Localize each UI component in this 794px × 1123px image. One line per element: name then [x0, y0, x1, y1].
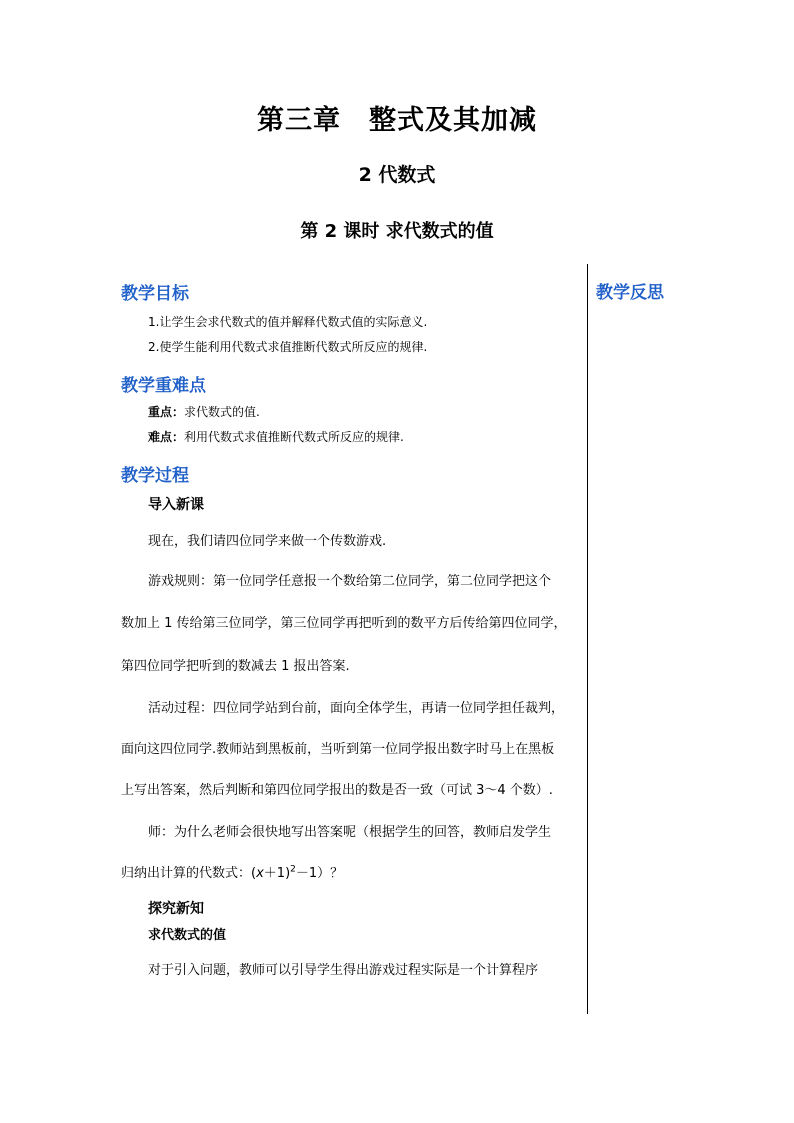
- key-label: 重点：: [148, 405, 185, 419]
- column-divider: [587, 264, 588, 1014]
- reflection-heading: 教学反思: [596, 283, 664, 303]
- paragraph: 师：为什么老师会很快地写出答案呢（根据学生的回答，教师启发学生: [148, 825, 552, 840]
- paragraph: 游戏规则：第一位同学任意报一个数给第二位同学，第二位同学把这个: [148, 574, 552, 589]
- explore-title: 探究新知: [148, 901, 204, 917]
- formula-paragraph: [121, 862, 343, 881]
- formula-mid: ＋1): [263, 866, 291, 881]
- goal-item: 2.使学生能利用代数式求值推断代数式所反应的规律.: [148, 340, 428, 354]
- section-title: 2 代数式: [358, 164, 436, 186]
- paragraph: 对于引入问题，教师可以引导学生得出游戏过程实际是一个计算程序: [148, 963, 539, 978]
- difficult-point: [148, 428, 404, 445]
- keypoints-heading: 教学重难点: [121, 376, 206, 396]
- chapter-title: 第三章 整式及其加减: [257, 105, 537, 136]
- goal-item: 1.让学生会求代数式的值并解释代数式值的实际意义.: [148, 315, 428, 329]
- paragraph: 上写出答案，然后判断和第四位同学报出的数是否一致（可试 3～4 个数）.: [121, 783, 553, 798]
- formula-end: －1）？: [295, 866, 344, 881]
- goals-heading: 教学目标: [121, 284, 189, 304]
- difficult-label: 难点：: [148, 430, 185, 444]
- formula-variable: x: [256, 866, 264, 881]
- key-point: [148, 403, 260, 420]
- formula-exponent: 2: [290, 864, 296, 875]
- paragraph: 第四位同学把听到的数减去 1 报出答案.: [121, 659, 350, 674]
- difficult-text: 利用代数式求值推断代数式所反应的规律.: [184, 430, 404, 444]
- paragraph: 现在，我们请四位同学来做一个传数游戏.: [148, 534, 387, 549]
- process-heading: 教学过程: [121, 466, 189, 486]
- paragraph: 面向这四位同学.教师站到黑板前，当听到第一位同学报出数字时马上在黑板: [121, 742, 555, 757]
- formula-open: (: [251, 866, 257, 881]
- lesson-title: 第 2 课时 求代数式的值: [300, 221, 494, 242]
- explore-subtitle: 求代数式的值: [148, 928, 227, 943]
- formula-lead: 归纳出计算的代数式：: [121, 866, 252, 881]
- key-text: 求代数式的值.: [184, 405, 260, 419]
- paragraph: 数加上 1 传给第三位同学，第三位同学再把听到的数平方后传给第四位同学，: [121, 616, 567, 631]
- intro-title: 导入新课: [148, 497, 204, 513]
- paragraph: 活动过程：四位同学站到台前，面向全体学生，再请一位同学担任裁判，: [148, 701, 565, 716]
